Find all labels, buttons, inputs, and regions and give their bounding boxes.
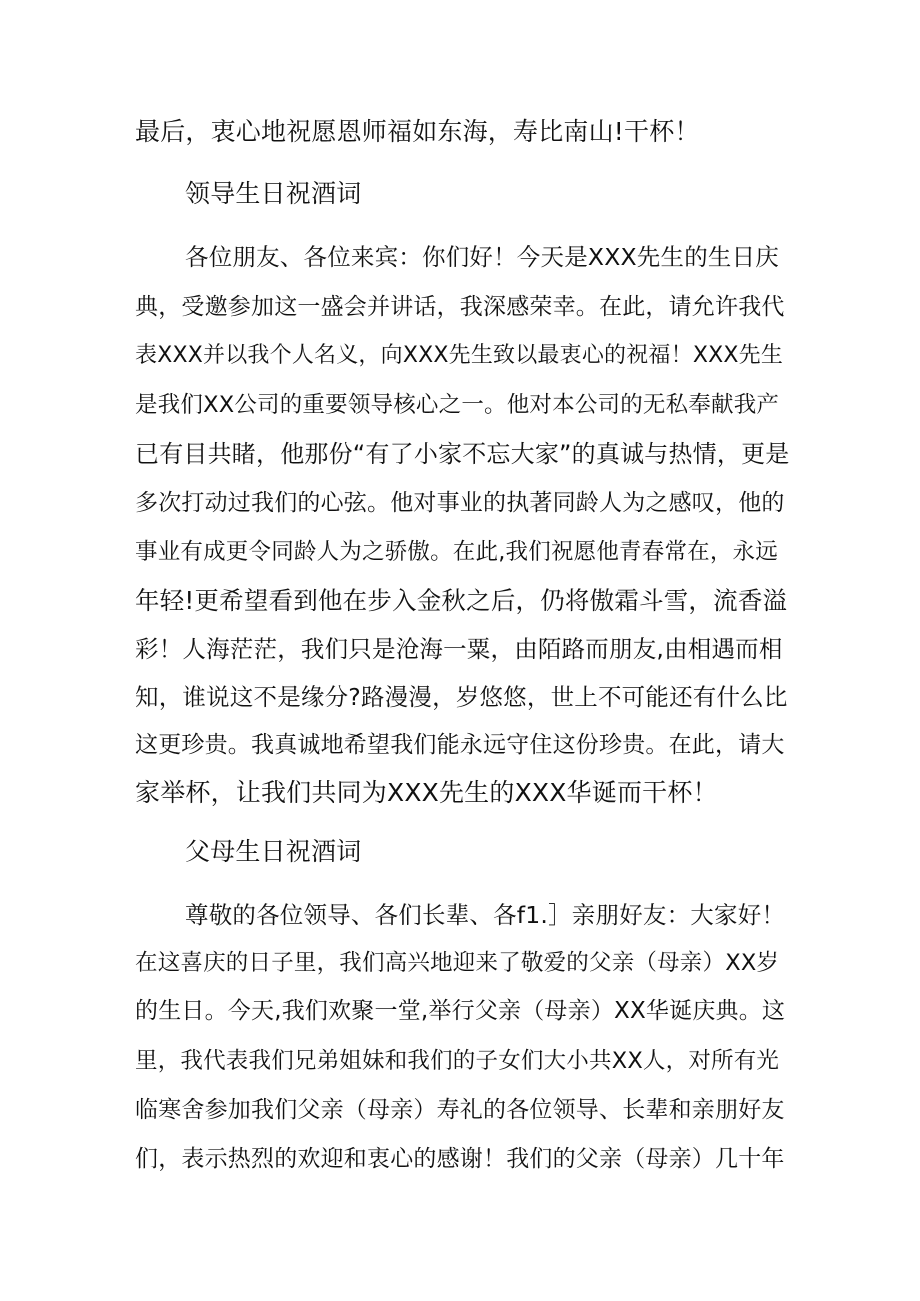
paragraph-line: 是我们XX公司的重要领导核心之一。他对本公司的无私奉献我产	[135, 392, 780, 418]
section-heading-parents: 父母生日祝酒词	[185, 837, 362, 866]
section-heading-leader: 领导生日祝酒词	[185, 179, 362, 208]
paragraph-line: 已有目共睹，他那份“有了小家不忘大家”的真诚与热情，更是	[135, 440, 790, 468]
paragraph-line: 知，谁说这不是缘分?路漫漫，岁悠悠，世上不可能还有什么比	[135, 683, 788, 711]
paragraph-line: 在这喜庆的日子里，我们高兴地迎来了敬爱的父亲（母亲）XX岁	[135, 950, 780, 976]
paragraph-line: 彩！人海茫茫，我们只是沧海一粟，由陌路而朋友,由相遇而相	[135, 635, 783, 663]
paragraph-line: 这更珍贵。我真诚地希望我们能永远守住这份珍贵。在此，请大	[135, 732, 785, 758]
paragraph-line: 尊敬的各位领导、各们长辈、各f1.］亲朋好友：大家好！	[185, 901, 786, 929]
paragraph-line: 年轻!更希望看到他在步入金秋之后，仍将傲霜斗雪，流香溢	[135, 586, 788, 615]
paragraph-line: 的生日。今天,我们欢聚一堂,举行父亲（母亲）XX华诞庆典。这	[135, 998, 786, 1024]
paragraph-line: 们，表示热烈的欢迎和衷心的感谢！我们的父亲（母亲）几十年	[135, 1146, 785, 1172]
paragraph-line: 家举杯，让我们共同为XXX先生的XXX华诞而干杯！	[135, 778, 718, 807]
paragraph-line: 临寒舍参加我们父亲（母亲）寿礼的各位领导、长辈和亲朋好友	[135, 1097, 785, 1123]
paragraph-line: 里，我代表我们兄弟姐妹和我们的子女们大小共XX人，对所有光	[135, 1048, 780, 1074]
closing-line: 最后，衷心地祝愿恩师福如东海，寿比南山!干杯！	[135, 117, 700, 146]
paragraph-line: 各位朋友、各位来宾：你们好！今天是XXX先生的生日庆	[185, 243, 779, 271]
paragraph-line: 典，受邀参加这一盛会并讲话，我深感荣幸。在此，请允许我代	[135, 294, 785, 320]
paragraph-line: 事业有成更令同龄人为之骄傲。在此,我们祝愿他青春常在，永远	[135, 539, 778, 565]
paragraph-line: 多次打动过我们的心弦。他对事业的执著同龄人为之感叹，他的	[135, 490, 785, 516]
paragraph-line: 表XXX并以我个人名义，向XXX先生致以最衷心的祝福！XXX先生	[135, 343, 784, 368]
